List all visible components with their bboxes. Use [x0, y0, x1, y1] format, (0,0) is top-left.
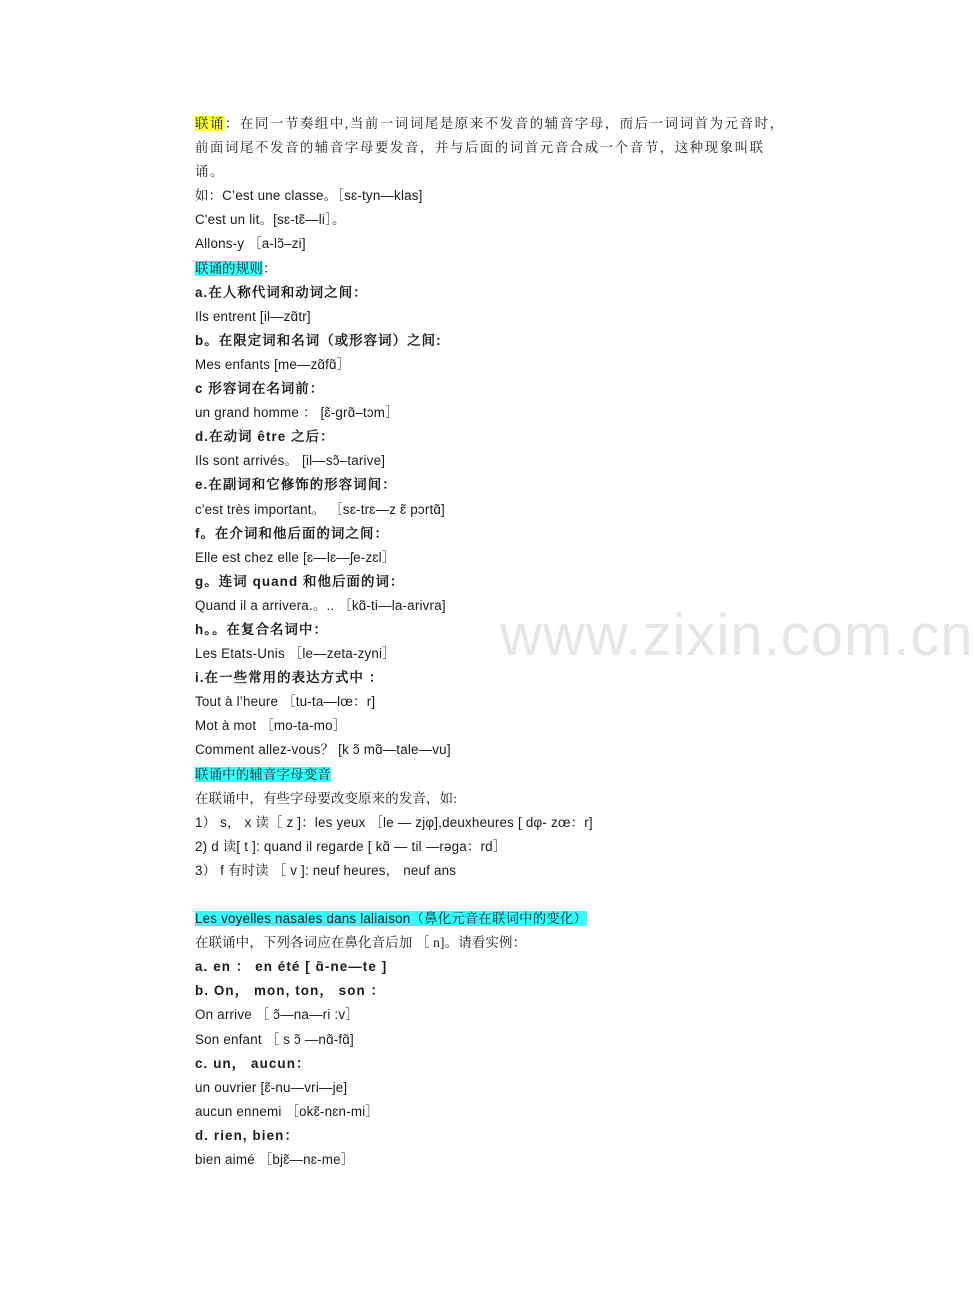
rule-title-i: i.在一些常用的表达方式中 ：: [195, 670, 384, 686]
rule-title-e: e.在副词和它修饰的形容词间：: [195, 477, 397, 493]
nasal-group-title: c. un， aucun：: [195, 1055, 311, 1071]
rule-example-d: Ils sont arrivés。 [il—sɔ̃–tarive]: [195, 453, 386, 469]
example-line: C'est un lit。[sɛ-tɛ̃—li］。: [195, 212, 346, 228]
nasal-group-title: a. en ： en été [ ɑ̃-ne—te ]: [195, 959, 388, 975]
consonant-intro: 在联诵中，有些字母要改变原来的发音，如:: [195, 790, 458, 806]
consonant-heading: [195, 763, 785, 787]
example-line: Allons-y ［a-lɔ̃–zi]: [195, 236, 306, 252]
consonant-item: 3） f 有时读 ［ v ]: neuf heures， neuf ans: [195, 862, 457, 878]
rule-example-a: Ils entrent [il—zɑ̃tr]: [195, 308, 311, 324]
rules-heading: [195, 257, 785, 281]
intro-paragraph: [195, 112, 785, 184]
rule-example-i: Comment allez-vous？ [k ɔ̃ mɑ̃—tale—vu]: [195, 742, 451, 758]
rules-heading-text: 联诵的规则: [195, 260, 263, 276]
nasal-group-title: b. On， mon, ton， son ：: [195, 983, 386, 999]
rule-title-f: f。在介词和他后面的词之间：: [195, 525, 389, 541]
consonant-heading-text: 联诵中的辅音字母变音: [195, 766, 331, 782]
nasal-intro: 在联诵中，下列各词应在鼻化音后加 ［ n]。请看实例：: [195, 935, 527, 951]
nasal-example: bien aimé ［bjɛ̃—nɛ-me］: [195, 1152, 355, 1168]
consonant-item: 1） s， x 读［ z ]：les yeux ［le — zjφ],deuxheures [ dφ- zœ：r]: [195, 814, 593, 830]
rule-example-i: Tout à l’heure ［tu-ta—lœ：r]: [195, 694, 376, 710]
rule-example-g: Quand il a arrivera.。.. ［kɑ̃-ti—la-arivra]: [195, 597, 446, 613]
intro-text: ：在同一节奏组中,当前一词词尾是原来不发音的辅音字母，而后一词词首为元音时，前面词尾不发音的辅音字母要发音，并与后面的词首元音合成一个音节，这种现象叫联诵。: [195, 116, 785, 180]
nasal-heading-text: Les voyelles nasales dans laliaison（鼻化元音在联词中的变化）: [195, 911, 588, 927]
rules-heading-suffix: ：: [262, 260, 277, 276]
rule-example-f: Elle est chez elle [ɛ—lɛ—ʃe-zɛl］: [195, 549, 396, 565]
rule-example-c: un grand homme ： [ɛ̃-grɑ̃–tɔm］: [195, 405, 399, 421]
rule-title-g: g。连词 quand 和他后面的词：: [195, 573, 405, 589]
rule-example-b: Mes enfants [me—zɑ̃fɑ̃］: [195, 356, 351, 372]
rule-title-b: b。在限定词和名词（或形容词）之间:: [195, 332, 442, 348]
rule-example-i: Mot à mot ［mo-ta-mo］: [195, 718, 347, 734]
nasal-example: un ouvrier [ɛ̃-nu—vri—je]: [195, 1079, 348, 1095]
rule-example-h: Les Etats-Unis ［le—zeta-zyni］: [195, 646, 396, 662]
rule-title-c: c 形容词在名词前：: [195, 381, 325, 397]
nasal-group-title: d. rien, bien：: [195, 1127, 299, 1143]
intro-term: 联诵: [195, 116, 225, 131]
nasal-example: Son enfant ［ s ɔ̃ —nɑ̃-fɑ̃]: [195, 1031, 354, 1047]
blank-line: [195, 883, 785, 907]
document-body: [195, 112, 785, 1172]
rule-title-h: h。。在复合名词中：: [195, 621, 328, 637]
rule-title-d: d.在动词 être 之后：: [195, 429, 335, 445]
rule-title-a: a.在人称代词和动词之间：: [195, 284, 368, 300]
nasal-example: aucun ennemi ［okɛ̃-nɛn-mi］: [195, 1103, 379, 1119]
nasal-example: On arrive ［ ɔ̃—na—ri :v］: [195, 1007, 359, 1023]
nasal-heading: [195, 907, 785, 931]
watermark: www.zixin.com.cn: [500, 603, 974, 668]
consonant-item: 2) d 读[ t ]: quand il regarde [ kɑ̃ — til —rəga：rd］: [195, 838, 507, 854]
rule-example-e: c'est très important。 ［sɛ-trɛ—z ɛ̃ pɔrtɑ̃]: [195, 501, 445, 517]
example-line: 如：C’est une classe。［sɛ-tyn—klas]: [195, 188, 423, 204]
